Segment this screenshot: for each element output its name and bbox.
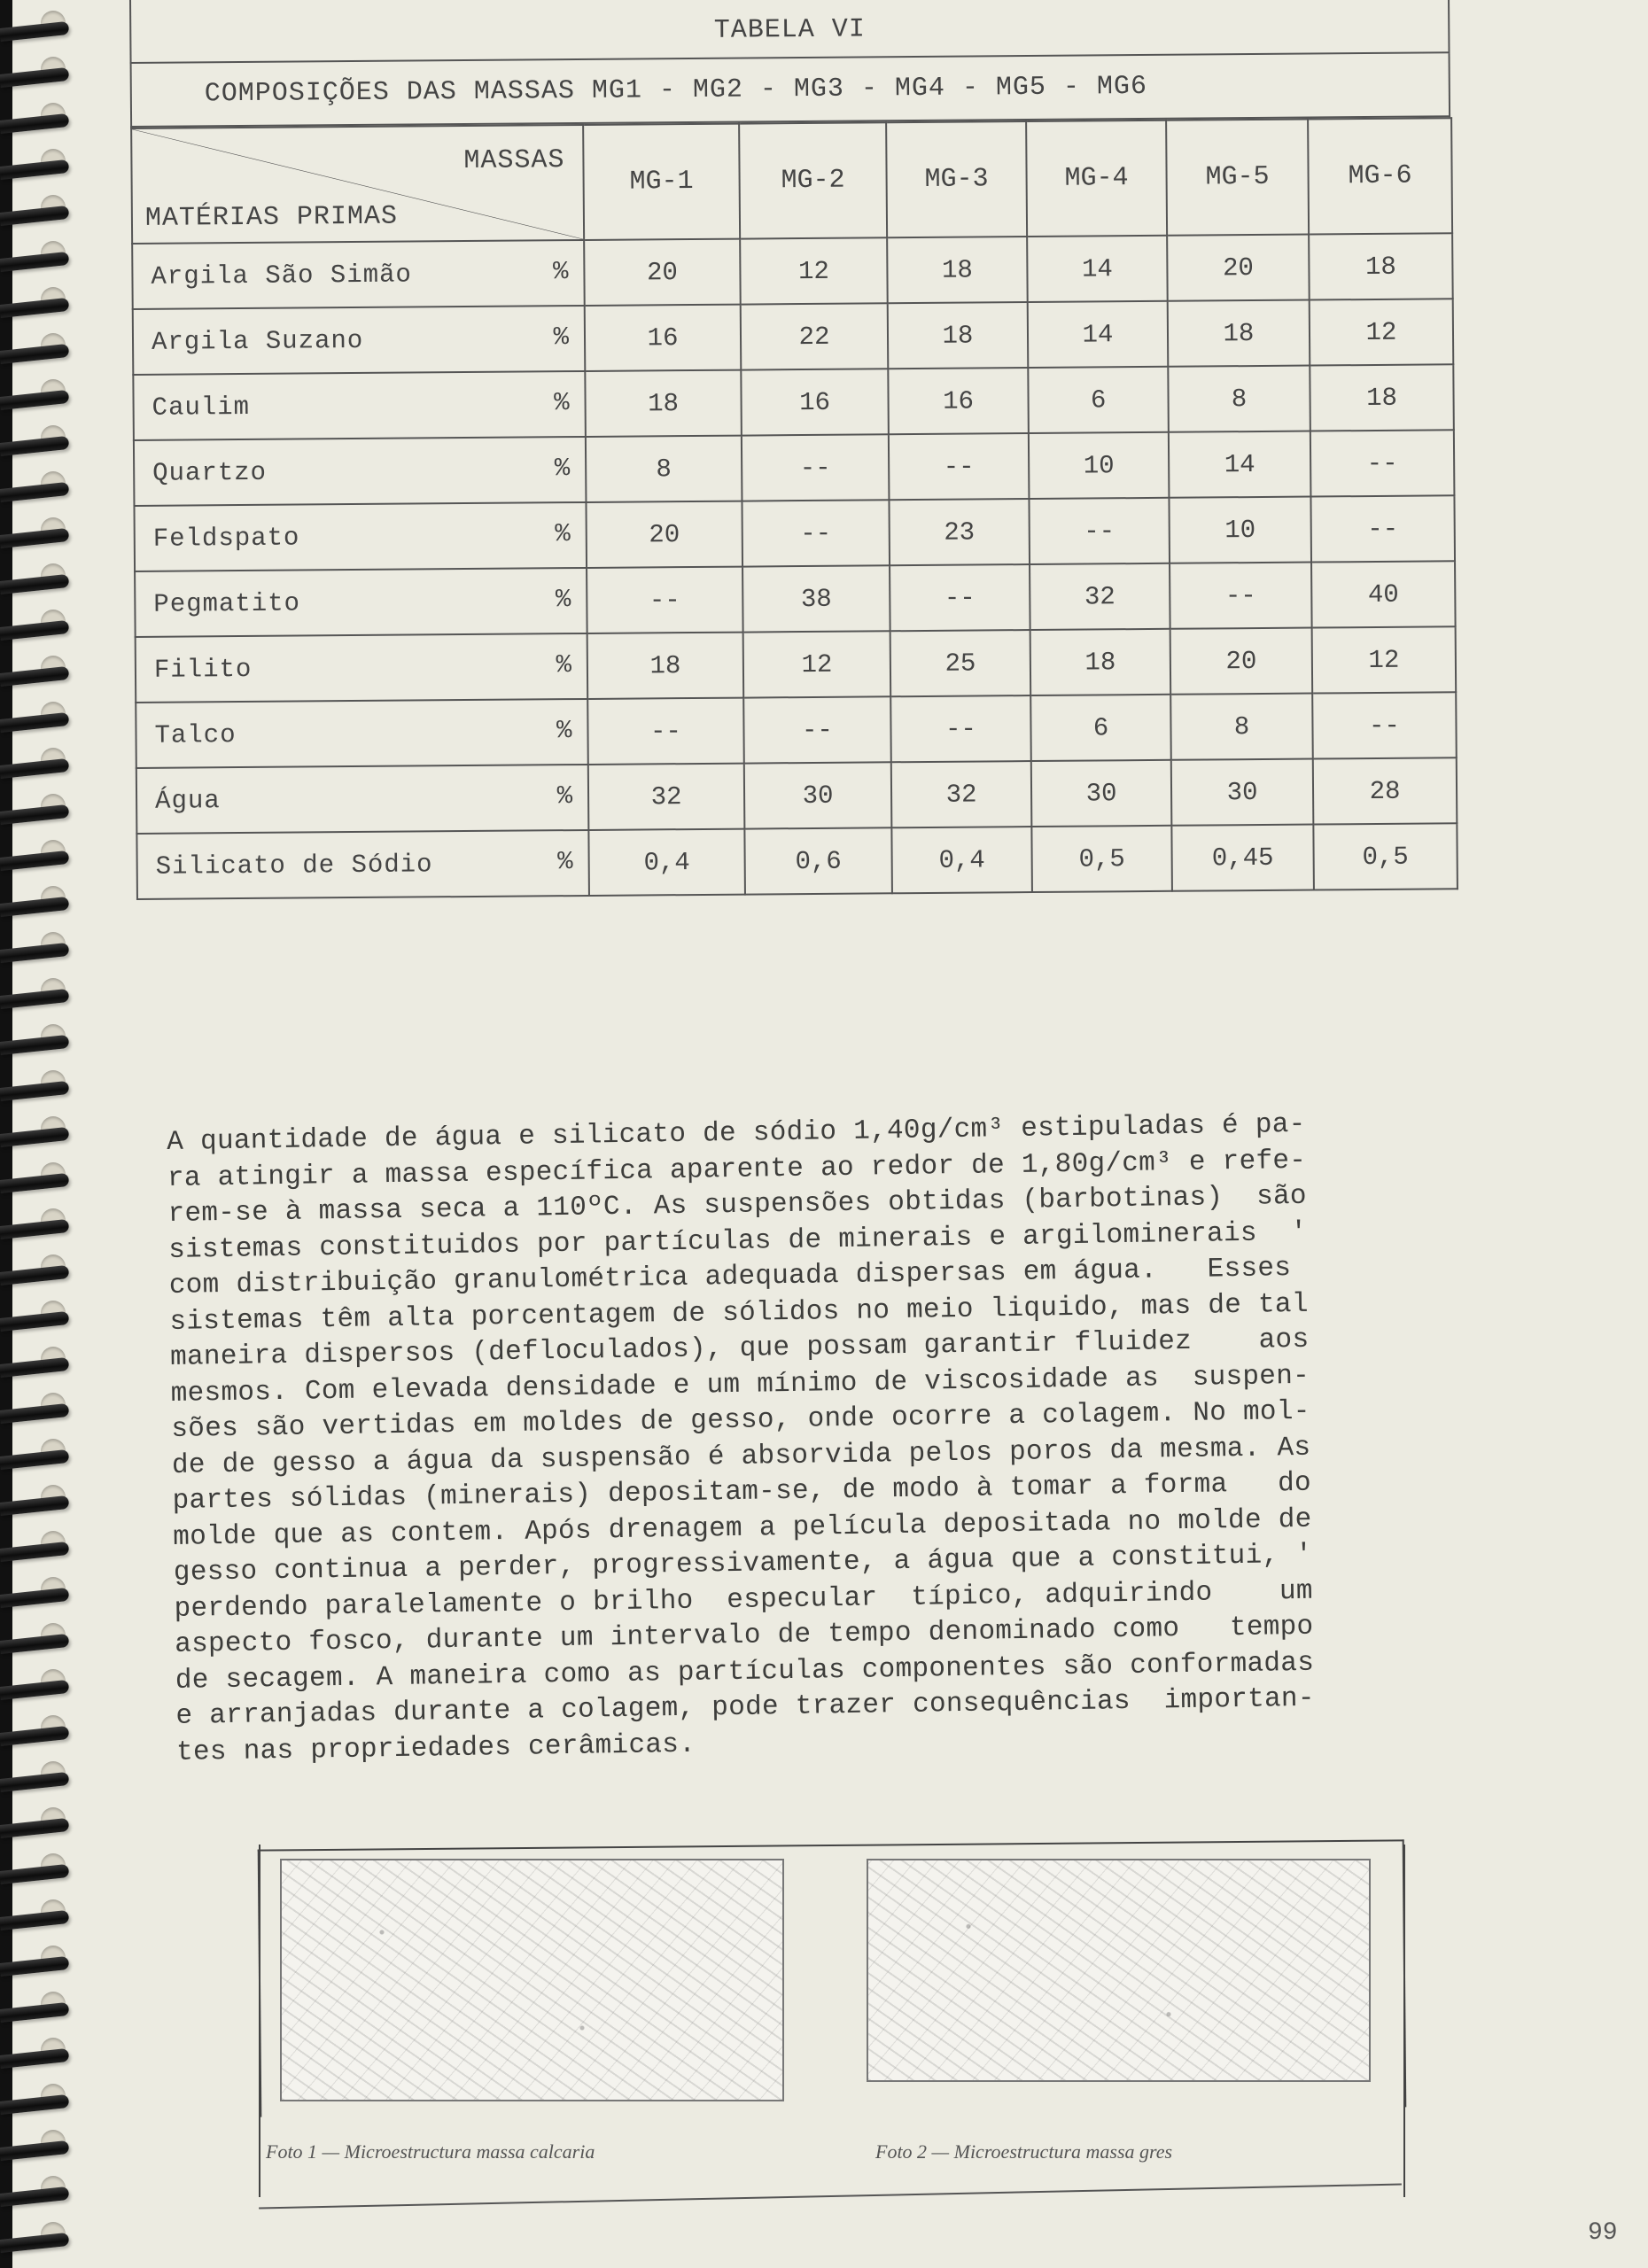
value-cell: 14 <box>1027 236 1168 302</box>
binding-coil <box>0 620 69 641</box>
value-cell: -- <box>587 567 743 633</box>
binding-coil <box>0 758 69 779</box>
material-cell <box>134 502 587 571</box>
value-cell: 32 <box>1030 563 1170 630</box>
material-cell <box>133 371 586 440</box>
binding-coil <box>0 712 69 733</box>
binding-coil <box>0 1127 69 1147</box>
paragraph-line: A quantidade de água e silicato de sódio 1,40g/cm³ estipuladas é pa- <box>167 1108 1306 1158</box>
value-cell: 6 <box>1030 695 1171 761</box>
photo-caption-1: Foto 1 — Microestructura massa calcaria <box>266 2140 595 2163</box>
unit-label: % <box>554 388 571 418</box>
value-cell: 30 <box>744 762 892 828</box>
value-cell: 32 <box>588 764 745 830</box>
binding-coil <box>0 1864 69 1884</box>
value-cell: -- <box>890 695 1031 762</box>
microstructure-photo-2 <box>867 1859 1371 2082</box>
material-label: Talco <box>154 719 237 750</box>
value-cell: 0,4 <box>891 827 1032 893</box>
paragraph-line: tes nas propriedades cerâmicas. <box>175 1728 696 1768</box>
unit-label: % <box>555 519 571 549</box>
value-cell: 20 <box>584 239 741 306</box>
composition-table <box>129 0 1457 900</box>
value-cell: 12 <box>1310 299 1454 365</box>
binding-coil <box>0 67 69 88</box>
binding-coil <box>0 1495 69 1516</box>
column-header: MG-3 <box>886 121 1027 237</box>
value-cell: -- <box>1029 498 1170 564</box>
value-cell: 20 <box>1170 628 1313 695</box>
binding-coil <box>0 1772 69 1792</box>
header-massas: MASSAS <box>463 145 565 177</box>
table-row <box>135 561 1456 637</box>
unit-label: % <box>556 650 573 680</box>
binding-coil <box>0 1634 69 1654</box>
value-cell: -- <box>742 500 890 566</box>
value-cell: -- <box>743 696 891 763</box>
paragraph-line: molde que as contem. Após drenagem a película depositada no molde de <box>173 1503 1312 1553</box>
binding-coil <box>0 436 69 456</box>
paragraph-line: maneira dispersos (defloculados), que possam garantir fluidez aos <box>169 1324 1310 1373</box>
table-title: TABELA VI <box>129 0 1450 64</box>
unit-label: % <box>554 454 571 484</box>
value-cell: 12 <box>743 631 891 697</box>
column-header: MG-5 <box>1166 120 1309 236</box>
value-cell: 16 <box>888 368 1029 434</box>
binding-coil <box>0 21 69 42</box>
value-cell: -- <box>1170 563 1312 629</box>
value-cell: 14 <box>1028 301 1169 368</box>
photo-caption-2: Foto 2 — Microestructura massa gres <box>875 2140 1173 2163</box>
material-cell <box>136 699 588 768</box>
paragraph-line: de de gesso a água da suspensão é absorvida pelos poros da mesma. As <box>171 1432 1311 1481</box>
paragraph-line: e arranjadas durante a colagem, pode trazer consequências importan- <box>175 1682 1316 1732</box>
binding-coil <box>0 344 69 364</box>
value-cell: 23 <box>889 499 1030 565</box>
material-cell <box>135 568 587 637</box>
material-cell <box>133 306 586 375</box>
table-row <box>136 823 1458 899</box>
table-row <box>136 692 1457 768</box>
material-label: Caulim <box>152 392 251 423</box>
binding-coil <box>0 2233 69 2253</box>
paragraph-line: partes sólidas (minerais) depositam-se, de modo à tomar a forma do <box>172 1467 1312 1517</box>
binding-coil <box>0 1726 69 1746</box>
value-cell: 8 <box>1168 366 1310 432</box>
page-number: 99 <box>1588 2219 1618 2247</box>
binding-coil <box>0 1910 69 1930</box>
value-cell: 0,5 <box>1031 826 1172 892</box>
value-cell: 16 <box>741 369 889 435</box>
binding-coil <box>0 1588 69 1608</box>
value-cell: 0,6 <box>744 827 892 894</box>
value-cell: -- <box>1312 692 1457 758</box>
value-cell: 12 <box>1312 626 1457 693</box>
binding-coil <box>0 1311 69 1332</box>
value-cell: 40 <box>1311 561 1456 627</box>
binding-coil <box>0 528 69 548</box>
value-cell: 18 <box>1168 300 1310 367</box>
binding-coil <box>0 1081 69 1101</box>
header-materias-primas: MATÉRIAS PRIMAS <box>144 201 399 234</box>
value-cell: 0,45 <box>1171 825 1314 891</box>
binding-coil <box>0 1956 69 1977</box>
value-cell: 30 <box>1171 759 1314 826</box>
value-cell: 12 <box>740 237 888 304</box>
paragraph-line: sistemas têm alta porcentagem de sólidos no meio liquido, mas de tal <box>169 1288 1310 1338</box>
value-cell: 18 <box>888 302 1029 369</box>
unit-label: % <box>556 716 573 746</box>
binding-coil <box>0 2186 69 2207</box>
binding-coil <box>0 252 69 272</box>
binding-coil <box>0 1680 69 1700</box>
paragraph-line: rem-se à massa seca a 110ºC. As suspensões obtidas (barbotinas) são <box>167 1180 1308 1230</box>
binding-coil <box>0 390 69 410</box>
paragraph-line: perdendo paralelamente o brilho especular típico, adquirindo um <box>174 1575 1314 1625</box>
unit-label: % <box>557 847 574 877</box>
value-cell: -- <box>587 698 744 765</box>
unit-label: % <box>552 257 570 287</box>
binding-coil <box>0 206 69 226</box>
value-cell: 32 <box>891 761 1032 827</box>
value-cell: 38 <box>742 565 890 632</box>
binding-coil <box>0 1265 69 1285</box>
value-cell: 10 <box>1169 497 1311 563</box>
material-label: Silicato de Sódio <box>155 849 433 882</box>
value-cell: 22 <box>741 303 889 369</box>
binding-coil <box>0 298 69 318</box>
value-cell: 6 <box>1028 367 1169 433</box>
material-cell <box>136 830 589 899</box>
binding-coil <box>0 897 69 917</box>
table-row <box>134 495 1455 571</box>
material-cell <box>132 240 585 309</box>
table-row <box>132 233 1453 309</box>
binding-coil <box>0 1035 69 1055</box>
table-subtitle: COMPOSIÇÕES DAS MASSAS MG1 - MG2 - MG3 - MG4 - MG5 - MG6 <box>130 53 1451 128</box>
material-label: Pegmatito <box>153 588 301 619</box>
binding-coil <box>0 482 69 502</box>
binding-coil <box>0 1403 69 1424</box>
binding-coil <box>0 2048 69 2069</box>
unit-label: % <box>556 781 574 812</box>
value-cell: 10 <box>1029 432 1170 499</box>
microstructure-photo-1 <box>280 1859 784 2101</box>
material-label: Feldspato <box>152 523 300 554</box>
paragraph-line: mesmos. Com elevada densidade e um mínimo de viscosidade as suspen- <box>170 1360 1310 1410</box>
value-cell: 20 <box>586 501 742 568</box>
value-cell: 18 <box>587 633 744 699</box>
binding-coil <box>0 2140 69 2161</box>
corner-header-cell <box>131 125 584 244</box>
binding-coil <box>0 943 69 963</box>
material-label: Filito <box>153 654 253 685</box>
value-cell: 16 <box>585 305 742 371</box>
material-label: Argila São Simão <box>151 260 413 291</box>
binding-coil <box>0 159 69 180</box>
binding-coil <box>0 804 69 825</box>
material-label: Quartzo <box>152 457 268 488</box>
column-header: MG-6 <box>1308 118 1452 234</box>
value-cell: -- <box>742 434 890 501</box>
body-paragraph <box>167 1104 1523 1771</box>
value-cell: 25 <box>890 630 1031 696</box>
value-cell: 18 <box>1030 629 1171 695</box>
paragraph-line: aspecto fosco, durante um intervalo de tempo denominado como tempo <box>174 1611 1314 1660</box>
value-cell: 18 <box>1309 233 1453 299</box>
column-header: MG-2 <box>739 122 887 238</box>
binding-coil <box>0 1219 69 1239</box>
paragraph-line: gesso continua a perder, progressivamente, a água que a constitui, ' <box>173 1539 1313 1588</box>
binding-coil <box>0 1818 69 1838</box>
value-cell: 8 <box>1170 694 1313 760</box>
binding-coil <box>0 1542 69 1562</box>
paragraph-line: sistemas constituidos por partículas de minerais e argilominerais ' <box>167 1216 1308 1266</box>
material-cell <box>136 633 588 703</box>
unit-label: % <box>553 322 571 353</box>
binding-coil <box>0 666 69 687</box>
unit-label: % <box>555 585 572 615</box>
composition-grid <box>130 117 1458 900</box>
binding-coil <box>0 989 69 1009</box>
binding-coil <box>0 1173 69 1193</box>
binding-coil <box>0 2094 69 2115</box>
table-row <box>136 626 1457 703</box>
value-cell: 18 <box>887 237 1028 303</box>
value-cell: 20 <box>1167 235 1310 301</box>
value-cell: 18 <box>585 370 742 437</box>
binding-coil <box>0 113 69 134</box>
paragraph-line: com distribuição granulométrica adequada dispersas em água. Esses <box>168 1253 1292 1301</box>
table-row <box>134 430 1455 506</box>
table-row <box>136 757 1458 834</box>
paragraph-line: ra atingir a massa específica aparente ao redor de 1,80g/cm³ e refe- <box>167 1145 1307 1194</box>
value-cell: 0,5 <box>1313 823 1458 889</box>
paragraph-line: de secagem. A maneira como as partículas componentes são conformadas <box>175 1647 1315 1697</box>
binding-coil <box>0 1357 69 1378</box>
value-cell: -- <box>890 564 1030 631</box>
binding-coil <box>0 2002 69 2023</box>
value-cell: 30 <box>1031 760 1172 827</box>
column-header: MG-1 <box>583 124 740 240</box>
material-label: Água <box>154 785 221 816</box>
value-cell: -- <box>889 433 1030 500</box>
value-cell: 28 <box>1313 757 1458 824</box>
material-cell <box>134 437 587 506</box>
table-row <box>133 364 1454 440</box>
material-cell <box>136 765 589 834</box>
value-cell: 14 <box>1169 431 1311 498</box>
binding-coil <box>0 850 69 871</box>
value-cell: 0,4 <box>588 829 745 896</box>
table-row <box>133 299 1454 375</box>
header-row <box>131 118 1452 244</box>
spiral-binding <box>0 0 71 2268</box>
value-cell: -- <box>1310 430 1455 496</box>
binding-coil <box>0 1449 69 1470</box>
material-label: Argila Suzano <box>151 325 364 357</box>
paragraph-line: sões são vertidas em moldes de gesso, onde ocorre a colagem. No mol- <box>171 1395 1310 1445</box>
binding-coil <box>0 574 69 594</box>
value-cell: 8 <box>586 436 742 502</box>
value-cell: -- <box>1310 495 1455 562</box>
value-cell: 18 <box>1310 364 1454 431</box>
column-header: MG-4 <box>1026 120 1167 237</box>
